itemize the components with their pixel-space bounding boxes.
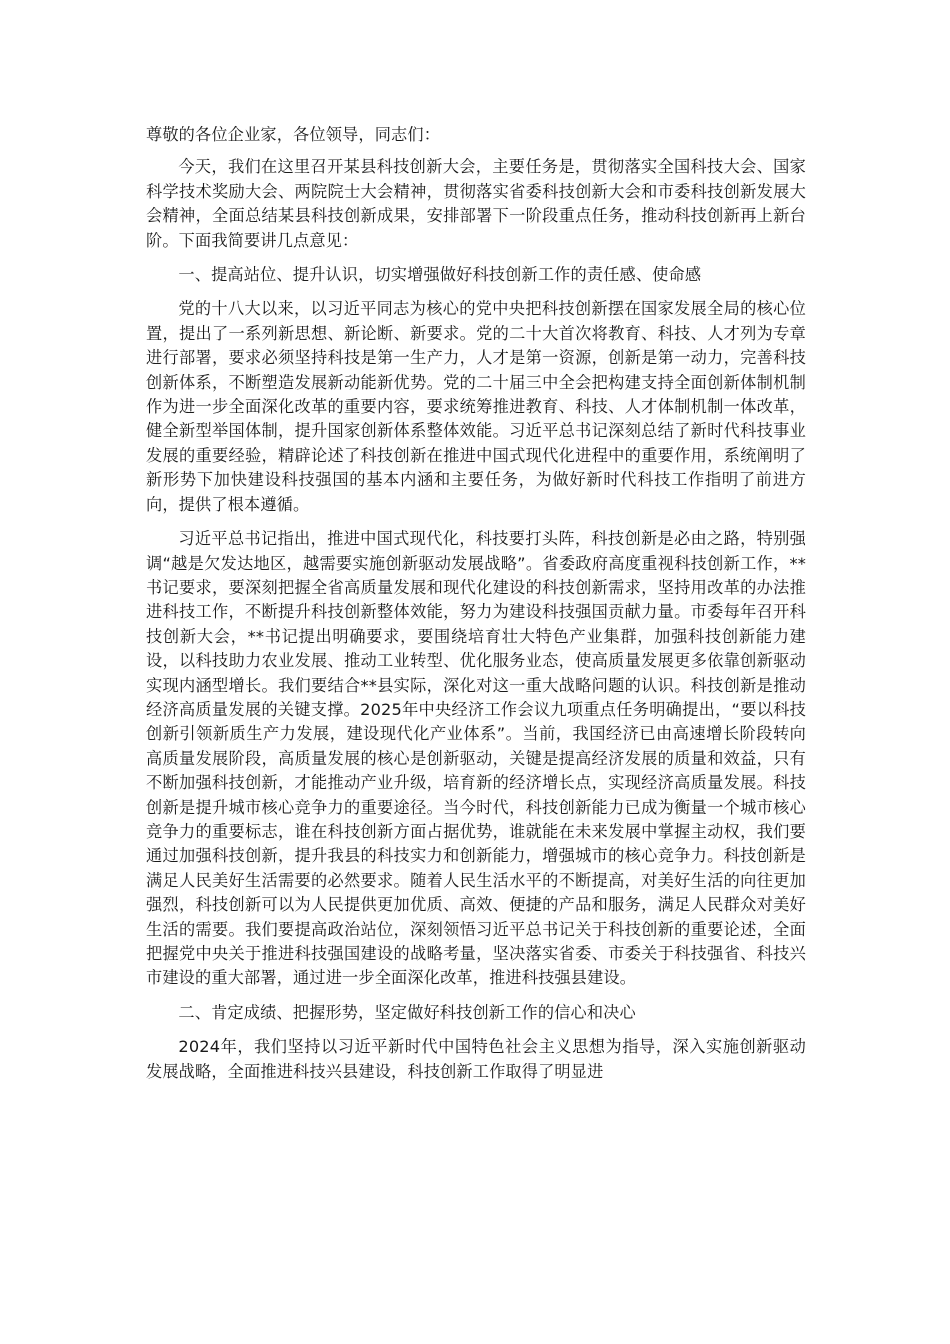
- paragraph-body: 党的十八大以来，以习近平同志为核心的党中央把科技创新摆在国家发展全局的核心位置，提出了一系列新思想、新论断、新要求。党的二十大首次将教育、科技、人才列为专章进行部署，要求必须坚持科技是第一生产力，人才是第一资源，创新是第一动力，完善科技创新体系，不断塑造发展新动能新优势。党的二十届三中全会把构建支持全面创新体制机制作为进一步全面深化改革的重要内容，要求统筹推进教育、科技、人才体制机制一体改革，健全新型举国体制，提升国家创新体系整体效能。习近平总书记深刻总结了新时代科技事业发展的重要经验，精辟论述了科技创新在推进中国式现代化进程中的重要作用，系统阐明了新形势下加快建设科技强国的基本内涵和主要任务，为做好新时代科技工作指明了前进方向，提供了根本遵循。: [146, 299, 806, 514]
- section-heading-1: 一、提高站位、提升认识，切实增强做好科技创新工作的责任感、使命感: [178, 265, 702, 285]
- paragraph-body: 2024年，我们坚持以习近平新时代中国特色社会主义思想为指导，深入实施创新驱动发展战略，全面推进科技兴县建设，科技创新工作取得了明显进: [146, 1037, 806, 1081]
- salutation: 尊敬的各位企业家，各位领导，同志们：: [146, 125, 441, 144]
- paragraph-intro: 今天，我们在这里召开某县科技创新大会，主要任务是，贯彻落实全国科技大会、国家科学技术奖励大会、两院院士大会精神，贯彻落实省委科技创新大会和市委科技创新发展大会精神，全面总结某县科技创新成果，安排部署下一阶段重点任务，推动科技创新再上新台阶。下面我简要讲几点意见：: [146, 157, 806, 250]
- paragraph-body: 习近平总书记指出，推进中国式现代化，科技要打头阵，科技创新是必由之路，特别强调“越是欠发达地区，越需要实施创新驱动发展战略”。省委政府高度重视科技创新工作，**书记要求，要深刻把握全省高质量发展和现代化建设的科技创新需求，坚持用改革的办法推进科技工作，不断提升科技创新整体效能，努力为建设科技强国贡献力量。市委每年召开科技创新大会，**书记提出明确要求，要围绕培育壮大特色产业集群，加强科技创新能力建设，以科技助力农业发展、推动工业转型、优化服务业态，使高质量发展更多依靠创新驱动实现内涵型增长。我们要结合**县实际，深化对这一重大战略问题的认识。科技创新是推动经济高质量发展的关键支撑。2025年中央经济工作会议九项重点任务明确提出，“要以科技创新引领新质生产力发展，建设现代化产业体系”。当前，我国经济已由高速增长阶段转向高质量发展阶段，高质量发展的核心是创新驱动，关键是提高经济发展的质量和效益，只有不断加强科技创新，才能推动产业升级，培育新的经济增长点，实现经济高质量发展。科技创新是提升城市核心竞争力的重要途径。当今时代，科技创新能力已成为衡量一个城市核心竞争力的重要标志，谁在科技创新方面占据优势，谁就能在未来发展中掌握主动权，我们要通过加强科技创新，提升我县的科技实力和创新能力，增强城市的核心竞争力。科技创新是满足人民美好生活需要的必然要求。随着人民生活水平的不断提高，对美好生活的向往更加强烈，科技创新可以为人民提供更加优质、高效、便捷的产品和服务，满足人民群众对美好生活的需要。我们要提高政治站位，深刻领悟习近平总书记关于科技创新的重要论述，全面把握党中央关于推进科技强国建设的战略考量，坚决落实省委、市委关于科技强省、科技兴市建设的重大部署，通过进一步全面深化改革，推进科技强县建设。: [146, 529, 806, 988]
- document-body: [146, 123, 806, 1084]
- section-heading-2: 二、肯定成绩、把握形势，坚定做好科技创新工作的信心和决心: [178, 1002, 636, 1022]
